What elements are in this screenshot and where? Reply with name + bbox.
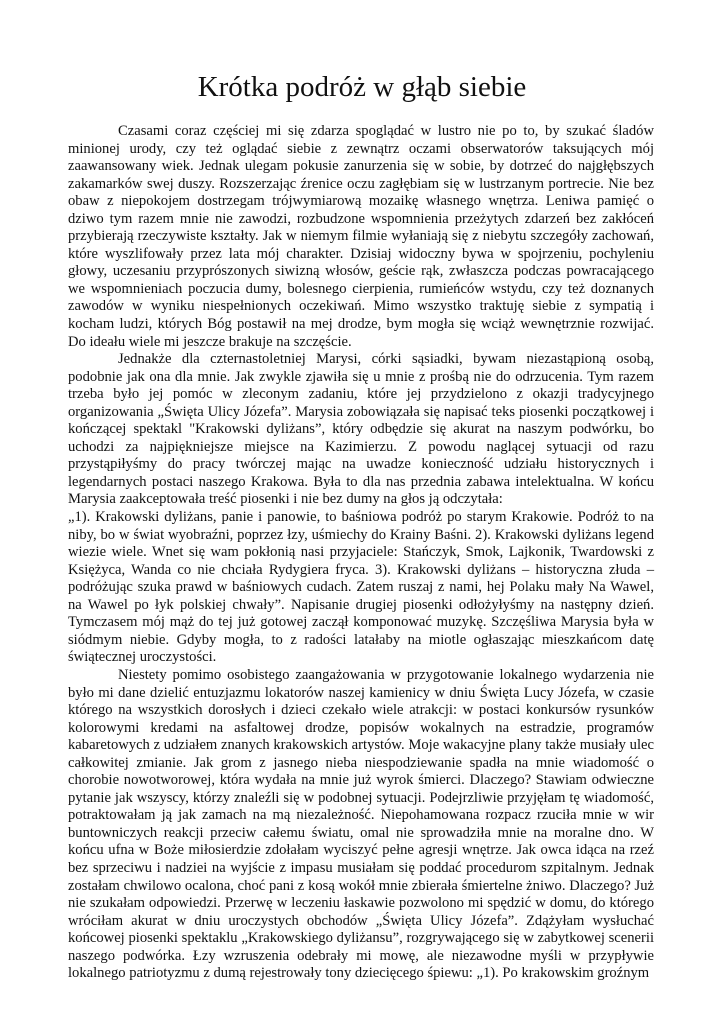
song-lyrics-paragraph: „1). Krakowski dyliżans, panie i panowie, to baśniowa podróż po starym Krakowie. Podróż to na niby, bo w świat wyobraźni, poprzez łzy, uśmiechy do Krainy Baśni. 2). Krakowski dyliżans legend wiezie wiele. Wnet się wam pokłonią nasi przyjaciele: Stańczyk, Smok, Lajkonik, Twardowski z Księżyca, Wanda co nie chciała Rydygiera fryca. 3). Krakowski dyliżans – historyczna złuda – podróżując szuka prawd w baśniowych cudach. Zatem ruszaj z nami, hej Polaku mały Na Wawel, na Wawel po łyk polskiej chwały”. Napisanie drugiej piosenki odłożyłyśmy na następny dzień. Tymczasem mój mąż do tej już gotowej zaczął komponować muzykę. Szczęśliwa Marysia była w siódmym niebie. Gdyby mogła, to z radości latałaby na miotle ogłaszając mieszkańcom datę świątecznej uroczystości. [68, 509, 654, 666]
document-body [68, 123, 654, 983]
paragraph: Czasami coraz częściej mi się zdarza spoglądać w lustro nie po to, by szukać śladów minionej urody, czy też oglądać siebie z zewnątrz oczami obserwatorów taksujących mój zaawansowany wiek. Jednak ulegam pokusie zanurzenia się w sobie, by dotrzeć do najgłębszych zakamarków swej duszy. Rozszerzając źrenice oczu zagłębiam się w lustrzanym portrecie. Nie bez obaw z niepokojem dostrzegam trójwymiarową mozaikę własnego wnętrza. Leniwa pamięć o dziwo tym razem mnie nie zawodzi, rozbudzone wspomnienia przeżytych zdarzeń bez zakłóceń przybierają rzeczywiste kształty. Jak w niemym filmie wyłaniają się z niebytu szczegóły zachowań, które wyszlifowały przez lata mój charakter. Dzisiaj widoczny bywa w spojrzeniu, pochyleniu głowy, uczesaniu przyprószonych siwizną włosów, geście rąk, zwłaszcza podczas powracającego we wspomnieniach poczucia dumy, bolesnego cierpienia, rumieńców wstydu, czy też doznanych zawodów w wyniku niespełnionych oczekiwań. Mimo wszystko traktuję siebie z sympatią i kocham ludzi, których Bóg postawił na mej drodze, bym mogła się wciąż wewnętrznie rozwijać. Do ideału wiele mi jeszcze brakuje na szczęście. [68, 123, 654, 350]
paragraph: Niestety pomimo osobistego zaangażowania w przygotowanie lokalnego wydarzenia nie było mi dane dzielić entuzjazmu lokatorów naszej kamienicy w dniu Święta Lucy Józefa, w czasie którego na wszystkich dorosłych i dzieci czekało wiele atrakcji: w postaci konkursów rysunków kolorowymi kredami na asfaltowej drodze, popisów wokalnych na estradzie, programów kabaretowych z udziałem znanych krakowskich artystów. Moje wakacyjne plany także musiały ulec całkowitej zmianie. Jak grom z jasnego nieba niespodziewanie spadła na mnie wiadomość o chorobie nowotworowej, która wydała na mnie już wyrok śmierci. Dlaczego? Stawiam odwieczne pytanie jak wszyscy, którzy znaleźli się w podobnej sytuacji. Podejrzliwie przyjęłam tę wiadomość, potraktowałam ją jak zamach na mą niezależność. Niepohamowana rozpacz rzuciła mnie w wir buntowniczych reakcji przeciw całemu światu, omal nie sprowadziła mnie na moralne dno. W końcu ufna w Boże miłosierdzie zdołałam wyciszyć pełne agresji wnętrze. Jak owca idąca na rzeź bez sprzeciwu i nadziei na wyjście z impasu musiałam się poddać procedurom szpitalnym. Jednak zostałam chwilowo ocalona, choć pani z kosą wokół mnie zbierała śmiertelne żniwo. Dlaczego? Już nie szukałam odpowiedzi. Przerwę w leczeniu łaskawie pozwolono mi spędzić w domu, do którego wróciłam akurat w dniu uroczystych obchodów „Święta Ulicy Józefa”. Zdążyłam wysłuchać końcowej piosenki spektaklu „Krakowskiego dyliżansu”, rozgrywającego się w zabytkowej scenerii naszego podwórka. Łzy wzruszenia odebrały mi mowę, ale niezawodne myśli w przypływie lokalnego patriotyzmu z dumą rejestrowały tony dziecięcego śpiewu: „1). Po krakowskim groźnym [68, 666, 654, 982]
paragraph: Jednakże dla czternastoletniej Marysi, córki sąsiadki, bywam niezastąpioną osobą, podobnie jak ona dla mnie. Jak zwykle zjawiła się u mnie z prośbą nie do odrzucenia. Tym razem trzeba było jej pomóc w zleconym zadaniu, które jej przydzielono z okazji tradycyjnego organizowania „Święta Ulicy Józefa”. Marysia zobowiązała się napisać teks piosenki początkowej i kończącej spektakl "Krakowski dyliżans”, który odbędzie się akurat na naszym podwórku, bo uchodzi za najpiękniejsze miejsce na Kazimierzu. Z powodu naglącej sytuacji od razu przystąpiłyśmy do pracy twórczej mając na uwadze konieczność udziału historycznych i legendarnych postaci naszego Krakowa. Była to dla nas przednia zabawa intelektualna. W końcu Marysia zaakceptowała treść piosenki i nie bez dumy na głos ją odczytała: [68, 351, 654, 508]
document-title: Krótka podróż w głąb siebie [197, 71, 527, 103]
